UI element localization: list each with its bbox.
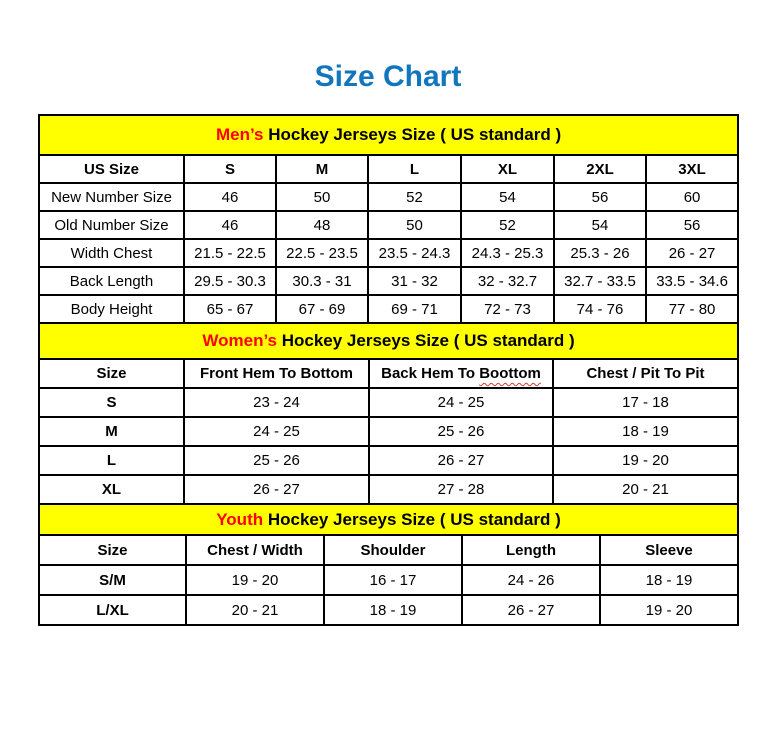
row-label-cell: L	[39, 446, 184, 475]
value-cell: 16 - 17	[324, 565, 462, 595]
table-row	[39, 183, 738, 211]
row-label-cell: Old Number Size	[39, 211, 184, 239]
value-cell: 50	[276, 183, 368, 211]
column-header: Size	[39, 359, 184, 388]
value-cell: 56	[554, 183, 646, 211]
value-cell: 19 - 20	[600, 595, 738, 625]
row-label-cell: Back Length	[39, 267, 184, 295]
table-row	[39, 211, 738, 239]
column-header: L	[368, 155, 461, 183]
table-row	[39, 595, 738, 625]
value-cell: 18 - 19	[600, 565, 738, 595]
table-row	[39, 475, 738, 504]
value-cell: 30.3 - 31	[276, 267, 368, 295]
youth-header-row	[39, 535, 738, 565]
value-cell: 24 - 25	[369, 388, 553, 417]
value-cell: 52	[461, 211, 554, 239]
value-cell: 65 - 67	[184, 295, 276, 323]
column-header: Size	[39, 535, 186, 565]
row-label-cell: Width Chest	[39, 239, 184, 267]
value-cell: 18 - 19	[553, 417, 738, 446]
column-header: S	[184, 155, 276, 183]
value-cell: 33.5 - 34.6	[646, 267, 738, 295]
row-label-cell: XL	[39, 475, 184, 504]
youth-band-rest: Hockey Jerseys Size ( US standard )	[263, 509, 561, 529]
value-cell: 18 - 19	[324, 595, 462, 625]
column-header: Sleeve	[600, 535, 738, 565]
value-cell: 31 - 32	[368, 267, 461, 295]
mens-band-title	[39, 115, 738, 155]
value-cell: 20 - 21	[186, 595, 324, 625]
value-cell: 26 - 27	[369, 446, 553, 475]
value-cell: 25 - 26	[184, 446, 369, 475]
value-cell: 72 - 73	[461, 295, 554, 323]
table-row	[39, 295, 738, 323]
value-cell: 32.7 - 33.5	[554, 267, 646, 295]
column-header: Chest / Pit To Pit	[553, 359, 738, 388]
column-header-back-hem	[369, 359, 553, 388]
youth-size-table	[38, 503, 739, 626]
value-cell: 54	[554, 211, 646, 239]
table-row	[39, 417, 738, 446]
mens-section-band	[39, 115, 738, 155]
row-label-cell: L/XL	[39, 595, 186, 625]
value-cell: 46	[184, 183, 276, 211]
value-cell: 26 - 27	[646, 239, 738, 267]
column-header: Length	[462, 535, 600, 565]
size-chart-page	[0, 60, 776, 626]
page-title: Size Chart	[314, 60, 462, 93]
youth-band-highlight: Youth	[216, 509, 264, 529]
value-cell: 23.5 - 24.3	[368, 239, 461, 267]
womens-band-title	[39, 323, 738, 359]
value-cell: 23 - 24	[184, 388, 369, 417]
row-label-cell: New Number Size	[39, 183, 184, 211]
youth-band-title	[39, 504, 738, 535]
value-cell: 74 - 76	[554, 295, 646, 323]
value-cell: 29.5 - 30.3	[184, 267, 276, 295]
value-cell: 77 - 80	[646, 295, 738, 323]
value-cell: 32 - 32.7	[461, 267, 554, 295]
value-cell: 19 - 20	[553, 446, 738, 475]
value-cell: 69 - 71	[368, 295, 461, 323]
womens-band-rest: Hockey Jerseys Size ( US standard )	[277, 331, 575, 350]
value-cell: 25.3 - 26	[554, 239, 646, 267]
back-hem-prefix: Back Hem To	[381, 365, 480, 382]
womens-section-band	[39, 323, 738, 359]
column-header: XL	[461, 155, 554, 183]
mens-header-row	[39, 155, 738, 183]
womens-size-table	[38, 322, 739, 505]
column-header: 2XL	[554, 155, 646, 183]
row-label-cell: M	[39, 417, 184, 446]
column-header: Front Hem To Bottom	[184, 359, 369, 388]
misspelled-word-squiggle: Boottom	[479, 365, 541, 382]
value-cell: 26 - 27	[462, 595, 600, 625]
value-cell: 19 - 20	[186, 565, 324, 595]
value-cell: 20 - 21	[553, 475, 738, 504]
value-cell: 60	[646, 183, 738, 211]
value-cell: 21.5 - 22.5	[184, 239, 276, 267]
value-cell: 26 - 27	[184, 475, 369, 504]
value-cell: 50	[368, 211, 461, 239]
column-header: M	[276, 155, 368, 183]
column-header: 3XL	[646, 155, 738, 183]
value-cell: 22.5 - 23.5	[276, 239, 368, 267]
size-chart-tables	[38, 114, 737, 626]
value-cell: 67 - 69	[276, 295, 368, 323]
column-header: US Size	[39, 155, 184, 183]
value-cell: 24.3 - 25.3	[461, 239, 554, 267]
table-row	[39, 565, 738, 595]
value-cell: 54	[461, 183, 554, 211]
table-row	[39, 239, 738, 267]
value-cell: 27 - 28	[369, 475, 553, 504]
value-cell: 46	[184, 211, 276, 239]
value-cell: 52	[368, 183, 461, 211]
column-header: Chest / Width	[186, 535, 324, 565]
column-header: Shoulder	[324, 535, 462, 565]
value-cell: 24 - 26	[462, 565, 600, 595]
youth-section-band	[39, 504, 738, 535]
row-label-cell: S	[39, 388, 184, 417]
table-row	[39, 446, 738, 475]
womens-header-row	[39, 359, 738, 388]
value-cell: 25 - 26	[369, 417, 553, 446]
table-row	[39, 388, 738, 417]
mens-band-rest: Hockey Jerseys Size ( US standard )	[263, 125, 562, 144]
value-cell: 48	[276, 211, 368, 239]
womens-band-highlight: Women’s	[202, 331, 277, 350]
mens-band-highlight: Men’s	[215, 125, 264, 144]
row-label-cell: Body Height	[39, 295, 184, 323]
value-cell: 17 - 18	[553, 388, 738, 417]
value-cell: 56	[646, 211, 738, 239]
table-row	[39, 267, 738, 295]
value-cell: 24 - 25	[184, 417, 369, 446]
mens-size-table	[38, 114, 739, 324]
row-label-cell: S/M	[39, 565, 186, 595]
